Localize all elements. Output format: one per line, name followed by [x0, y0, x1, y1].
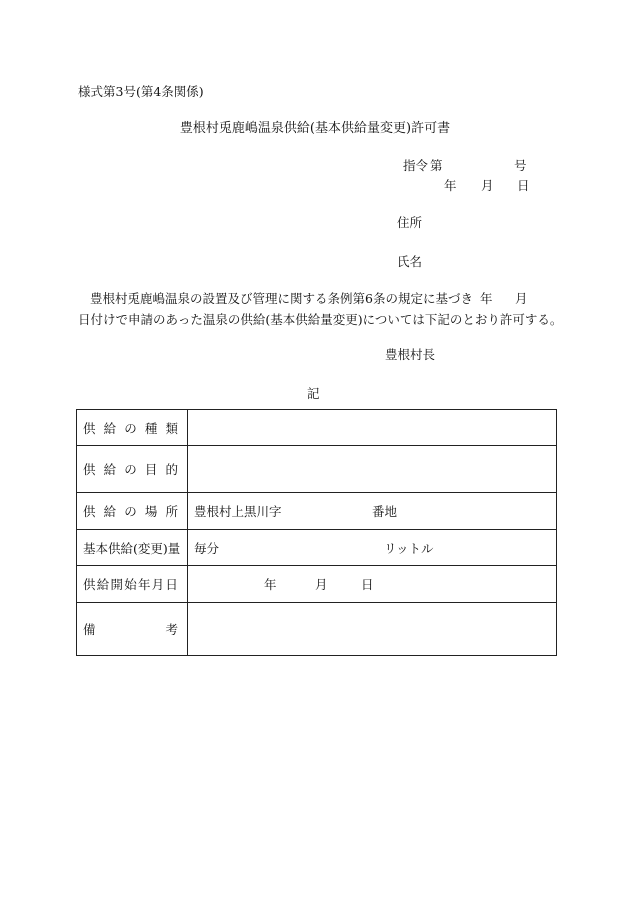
body-text-line2: 日付けで申請のあった温泉の供給(基本供給量変更)については下記のとおり許可する。	[78, 312, 563, 327]
address-label: 住所	[397, 215, 423, 230]
supply-purpose-label: 供 給 の 目 的	[77, 446, 188, 493]
table-row-start-date	[77, 566, 557, 603]
supply-details-table	[76, 409, 557, 656]
start-date-label: 供 給 開 始 年 月 日	[77, 566, 188, 603]
basic-volume-value	[188, 530, 557, 566]
directive-label: 指令	[403, 158, 429, 173]
form-number: 様式第3号(第4条関係)	[78, 84, 204, 99]
remarks-label: 備 考	[77, 603, 188, 656]
volume-per-minute-text: 毎分	[194, 540, 220, 556]
supply-location-value	[188, 493, 557, 530]
table-row-supply-type	[77, 410, 557, 446]
body-text-month: 月	[515, 291, 528, 306]
supply-type-label: 供 給 の 種 類	[77, 410, 188, 446]
issue-date-year: 年	[444, 178, 457, 193]
location-banchi-text: 番地	[372, 504, 398, 519]
notes-heading: 記	[307, 386, 320, 401]
table-row-supply-location	[77, 493, 557, 530]
directive-number-suffix: 号	[514, 158, 527, 173]
body-text-year: 年	[480, 291, 493, 306]
supply-location-label: 供 給 の 場 所	[77, 493, 188, 530]
location-village-text: 豊根村上黒川字	[194, 504, 282, 519]
body-text-line1: 豊根村兎鹿嶋温泉の設置及び管理に関する条例第6条の規定に基づき	[90, 291, 473, 306]
directive-number-prefix: 第	[430, 158, 443, 173]
name-label: 氏名	[397, 254, 423, 269]
start-date-month: 月	[315, 577, 328, 592]
remarks-value	[188, 603, 557, 656]
start-date-day: 日	[361, 577, 374, 592]
document-title: 豊根村兎鹿嶋温泉供給(基本供給量変更)許可書	[179, 121, 451, 136]
table-row-remarks	[77, 603, 557, 656]
issue-date-day: 日	[517, 178, 530, 193]
start-date-year: 年	[264, 577, 277, 592]
supply-type-value	[188, 410, 557, 446]
mayor-signature-label: 豊根村長	[385, 347, 436, 362]
supply-purpose-value	[188, 446, 557, 493]
table-row-basic-volume	[77, 530, 557, 566]
table-row-supply-purpose	[77, 446, 557, 493]
basic-volume-label: 基本供給(変更)量	[77, 530, 188, 566]
issue-date-month: 月	[481, 178, 494, 193]
start-date-value	[188, 566, 557, 603]
volume-liter-text: リットル	[384, 540, 434, 556]
